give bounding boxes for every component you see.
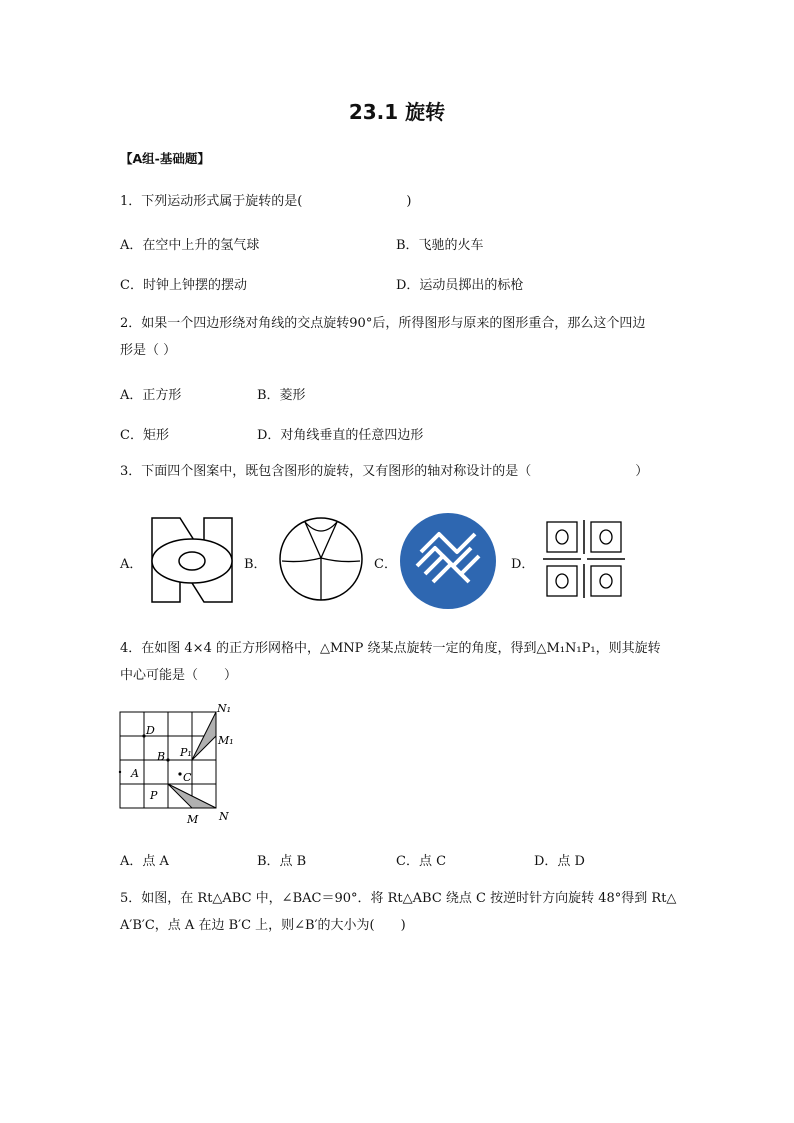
question-4-stem-line1: 4．在如图 4×4 的正方形网格中，△MNP 绕某点旋转一定的角度，得到△M₁N₁P₁，则其旋转 (120, 641, 661, 656)
q1-option-a: A．在空中上升的氢气球 (120, 238, 260, 253)
question-5-stem-line2: A′B′C，点 A 在边 B′C 上，则∠B′的大小为( ) (120, 918, 406, 933)
point-c-dot (178, 772, 181, 775)
page-title: 23.1 旋转 (348, 100, 446, 124)
label-d: D (146, 724, 155, 737)
label-b: B (157, 750, 166, 763)
section-heading: 【A组-基础题】 (120, 151, 210, 166)
q3-label-a: A． (120, 557, 143, 572)
question-2-stem-line2: 形是（ ） (120, 343, 177, 358)
q4-option-a: A．点 A (120, 854, 169, 869)
label-n1: N₁ (217, 702, 232, 715)
q4-option-b: B．点 B (257, 854, 307, 869)
q2-option-c: C．矩形 (120, 428, 169, 443)
point-b-dot (166, 758, 169, 761)
label-n: N (219, 810, 229, 823)
point-a-dot (119, 771, 121, 773)
label-a: A (131, 767, 139, 780)
q2-option-d: D．对角线垂直的任意四边形 (257, 428, 424, 443)
q4-option-d: D．点 D (534, 854, 585, 869)
q4-option-c: C．点 C (396, 854, 447, 869)
q2-option-a: A．正方形 (120, 388, 182, 403)
label-p: P (150, 789, 158, 802)
question-1-stem: 1．下列运动形式属于旋转的是( ) (120, 194, 412, 209)
q3-label-d: D． (511, 557, 535, 572)
grid-figure (112, 700, 252, 830)
question-3-stem: 3．下面四个图案中，既包含图形的旋转，又有图形的轴对称设计的是（ ） (120, 464, 649, 479)
label-p1: P₁ (180, 746, 192, 759)
question-5-stem-line1: 5．如图，在 Rt△ABC 中，∠BAC＝90°．将 Rt△ABC 绕点 C 按逆时针方向旋转 48°得到 Rt△ (120, 891, 677, 906)
figure-n-ellipse (150, 516, 234, 604)
label-m: M (187, 813, 199, 826)
q3-label-b: B． (244, 557, 267, 572)
q1-option-c: C．时钟上钟摆的摆动 (120, 278, 247, 293)
q1-option-b: B．飞驰的火车 (396, 238, 484, 253)
question-2-stem-line1: 2．如果一个四边形绕对角线的交点旋转90°后，所得图形与原来的图形重合，那么这个四边 (120, 316, 646, 331)
q1-option-d: D．运动员掷出的标枪 (396, 278, 524, 293)
figure-china-mobile-logo (399, 512, 497, 610)
figure-four-squares (541, 518, 627, 600)
label-m1: M₁ (218, 734, 234, 747)
figure-circle-y (278, 516, 364, 602)
question-4-stem-line2: 中心可能是（ ） (120, 668, 238, 683)
q3-label-c: C． (374, 557, 397, 572)
label-c: C (183, 771, 192, 784)
q2-option-b: B．菱形 (257, 388, 306, 403)
